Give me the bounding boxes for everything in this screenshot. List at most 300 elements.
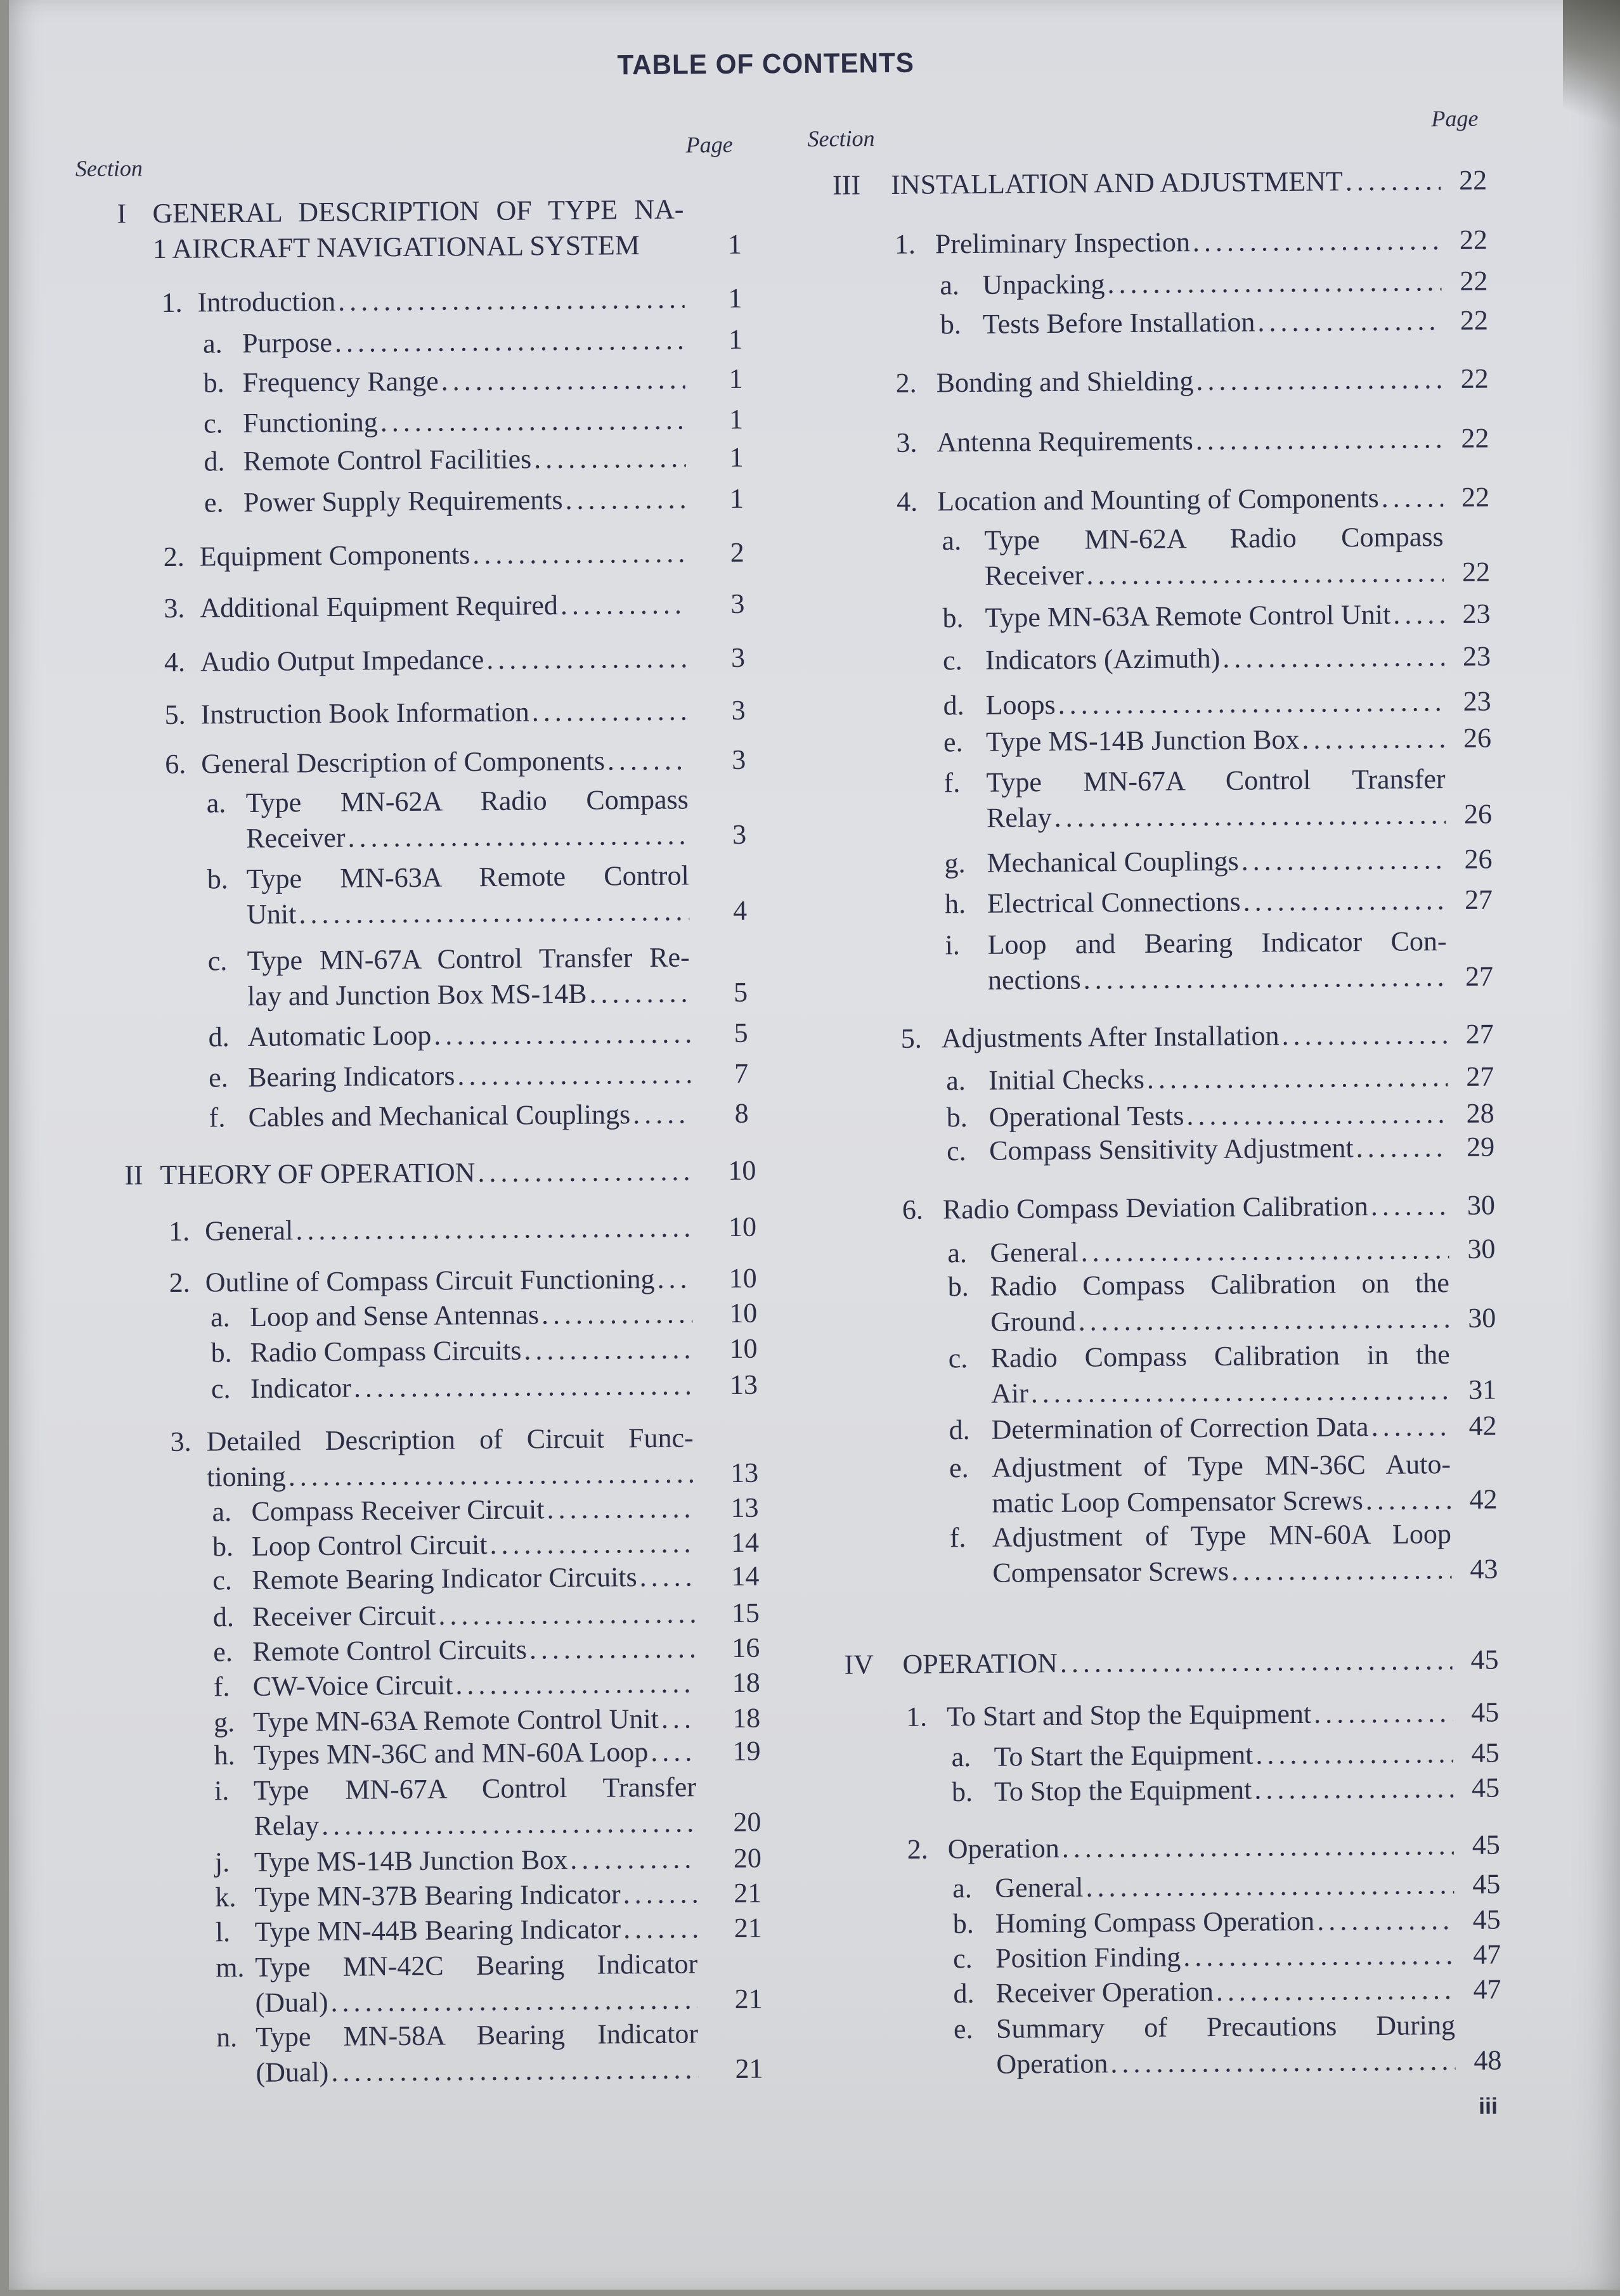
entry-title: Outline of Compass Circuit Functioning [205,1263,655,1298]
toc-entry[interactable] [203,323,685,362]
entry-number: III [832,169,861,201]
entry-title: Receiver Operation [995,1976,1214,2009]
entry-number: 2. [895,367,917,399]
entry-page-number: 18 [732,1667,760,1698]
dot-leader [1193,421,1443,458]
entry-number: b. [947,1271,969,1303]
dot-leader [1238,842,1446,879]
entry-number: 2. [907,1833,928,1865]
entry-page-number: 21 [734,1912,762,1944]
dot-leader [630,1096,691,1132]
entry-number: 2. [163,541,185,572]
entry-page-number: 3 [732,744,746,775]
entry-number: b. [203,367,224,399]
entry-page-number: 28 [1466,1097,1494,1129]
toc-entry[interactable] [948,1337,1450,1412]
dot-leader [1378,480,1443,516]
toc-entry[interactable] [204,482,686,521]
dot-leader [286,1455,694,1494]
entry-number: 6. [165,748,186,780]
entry-number: 3. [896,427,917,458]
toc-entry[interactable] [165,742,688,782]
page-title: TABLE OF CONTENTS [617,47,915,81]
entry-page-number: 23 [1463,685,1491,717]
entry-number: n. [216,2022,238,2053]
dot-leader [544,1490,694,1527]
dot-leader [1229,1552,1452,1589]
entry-title: Tests Before Installation [982,306,1255,340]
entry-page-number: 47 [1472,1938,1501,1970]
toc-entry[interactable] [942,519,1444,594]
toc-entry[interactable] [216,2016,699,2091]
entry-page-number: 45 [1470,1696,1500,1728]
entry-title: Cables and Mechanical Couplings [248,1099,631,1133]
entry-number: f. [949,1522,966,1554]
toc-entry[interactable] [169,1209,692,1249]
entry-page-number: 22 [1460,363,1489,394]
toc-entry[interactable] [211,1296,692,1335]
toc-entry[interactable] [949,1447,1451,1521]
dot-leader [1255,303,1442,340]
dot-leader [1343,163,1441,199]
entry-page-number: 21 [734,1983,763,2015]
entry-page-number: 45 [1471,1737,1500,1769]
entry-number: a. [940,269,960,301]
dot-leader [1075,1301,1449,1339]
toc-entry[interactable] [945,882,1446,922]
entry-title: Type MN-63A Remote Control Unit [985,598,1391,633]
toc-entry[interactable] [164,535,687,574]
entry-page-number: 45 [1472,1829,1500,1861]
entry-number: d. [949,1414,970,1446]
entry-number: h. [944,888,966,920]
entry-title: Receiver Circuit [252,1599,436,1632]
entry-number: 1. [905,1701,928,1732]
entry-page-number: 1 [729,363,743,394]
toc-entry[interactable] [212,1490,694,1530]
dot-leader [431,1016,690,1053]
entry-title: Ground [990,1305,1076,1338]
entry-page-number: 42 [1468,1410,1497,1441]
entry-number: 5. [164,699,186,730]
dot-leader [1240,882,1446,920]
entry-title: Operational Tests [988,1100,1184,1133]
toc-entry[interactable] [207,782,689,856]
entry-number: g. [213,1706,235,1738]
entry-title: Types MN-36C and MN-60A Loop [253,1736,649,1770]
toc-entry[interactable] [207,858,690,932]
toc-entry[interactable] [209,1096,690,1135]
entry-title: Radio Compass Calibration in the [990,1339,1450,1374]
entry-number: c. [946,1135,966,1167]
toc-entry[interactable] [164,693,687,732]
toc-entry[interactable] [948,1265,1450,1340]
entry-number: b. [946,1102,968,1133]
entry-title: Determination of Correction Data [991,1411,1369,1445]
entry-title: Type MN-42C Bearing Indicator [255,1948,698,1983]
entry-title: Detailed Description of Circuit Func- [206,1422,694,1457]
entry-page-number: 20 [733,1806,761,1838]
toc-entry[interactable] [215,1876,697,1915]
entry-page-number: 1 [729,482,744,514]
entry-title: Summary of Precautions During [995,2009,1456,2044]
toc-entry[interactable] [164,586,687,626]
toc-entry[interactable] [953,1937,1455,1977]
toc-entry[interactable] [203,362,685,401]
dot-leader [470,535,687,572]
entry-page-number: 8 [734,1097,749,1129]
entry-title: Functioning [242,406,378,439]
entry-page-number: 4 [732,894,748,926]
toc-entry[interactable] [953,1972,1455,2011]
page-header-left: Page [685,131,733,158]
toc-entry[interactable] [211,1367,693,1407]
entry-title: Audio Output Impedance [200,644,484,678]
toc-entry[interactable] [213,1596,695,1635]
entry-title: Adjustment of Type MN-36C Auto- [991,1448,1451,1483]
entry-number: d. [212,1601,235,1633]
toc-entry[interactable] [943,639,1444,678]
toc-entry[interactable] [204,403,685,442]
entry-title: Operation [947,1832,1059,1865]
entry-number: 4. [896,486,918,517]
toc-entry[interactable] [216,1911,697,1950]
entry-title: Radio Compass Deviation Calibration [942,1190,1368,1225]
entry-page-number: 10 [729,1332,758,1365]
toc-entry[interactable] [895,361,1442,401]
entry-title: Automatic Loop [247,1019,432,1052]
toc-entry[interactable] [204,441,685,480]
toc-entry[interactable] [216,1946,698,2021]
toc-entry[interactable] [833,163,1441,203]
toc-entry[interactable] [947,1130,1448,1169]
entry-title: Frequency Range [242,365,439,398]
dot-leader [529,693,688,730]
entry-page-number: 26 [1463,722,1492,754]
entry-number: a. [206,787,226,819]
toc-entry[interactable] [902,1188,1449,1228]
entry-number: b. [940,309,962,340]
toc-entry[interactable] [944,842,1446,881]
toc-entry[interactable] [208,1016,690,1055]
dot-leader [1368,1409,1450,1445]
entry-title: lay and Junction Box MS-14B [247,977,587,1012]
entry-page-number: 10 [729,1262,757,1294]
entry-number: 3. [170,1426,191,1457]
entry-number: h. [214,1739,235,1771]
entry-number: j. [214,1847,230,1878]
entry-title: Antenna Requirements [936,425,1193,458]
entry-number: l. [215,1916,231,1948]
dot-leader [455,1056,690,1093]
entry-number: a. [210,1301,230,1333]
dot-leader [1311,1695,1453,1732]
entry-page-number: 3 [732,818,747,850]
entry-page-number: 7 [734,1057,749,1089]
dot-leader [1083,1867,1454,1906]
dot-leader [328,1982,698,2020]
toc-entry[interactable] [212,1559,694,1598]
toc-entry[interactable] [951,1736,1453,1775]
entry-title: General [995,1871,1084,1904]
entry-page-number: 1 [728,282,742,314]
entry-number: a. [212,1496,232,1528]
dot-leader [335,281,685,319]
toc-entry[interactable] [212,1525,694,1564]
entry-title: Operation [996,2048,1108,2080]
dot-leader [648,1734,696,1770]
toc-entry[interactable] [214,1734,696,1773]
entry-number: d. [204,446,225,477]
entry-page-number: 21 [734,1877,762,1909]
entry-title: Type MN-67A Control Transfer [253,1771,697,1806]
entry-title: Additional Equipment Required [200,590,559,624]
entry-page-number: 14 [730,1526,760,1558]
entry-page-number: 18 [732,1702,761,1734]
entry-page-number: 20 [733,1842,762,1874]
toc-entry[interactable] [901,1017,1448,1057]
entry-title: Type MS-14B Junction Box [985,723,1300,758]
dot-leader [1363,1482,1451,1518]
dot-leader [1055,684,1444,723]
entry-number: c. [942,645,962,676]
entry-page-number: 22 [1458,164,1487,196]
entry-page-number: 5 [733,976,748,1008]
dot-leader [1108,2043,1455,2081]
toc-entry[interactable] [946,1059,1448,1099]
toc-entry[interactable] [124,1153,691,1193]
toc-entry[interactable] [949,1409,1450,1448]
toc-entry[interactable] [907,1828,1454,1867]
toc-entry[interactable] [214,1769,697,1844]
toc-entry[interactable] [940,303,1442,342]
dot-leader [1279,1017,1448,1054]
toc-entry[interactable] [952,1867,1454,1906]
entry-title: matic Loop Compensator Screws [992,1485,1363,1519]
toc-entry[interactable] [947,1232,1449,1271]
entry-number: c. [948,1343,968,1374]
entry-page-number: 15 [731,1597,760,1628]
entry-page-number: 27 [1466,1061,1494,1092]
dot-leader [296,893,689,932]
entry-title: Position Finding [995,1941,1181,1974]
entry-page-number: 1 [729,403,744,435]
entry-title: General Description of Components [201,745,606,780]
dot-leader [378,403,686,441]
dot-leader [654,1261,692,1296]
dot-leader [1181,1937,1455,1975]
entry-page-number: 13 [730,1492,759,1523]
dot-leader [562,482,686,519]
entry-page-number: 29 [1466,1131,1495,1163]
entry-number: b. [951,1776,973,1808]
dot-leader [605,742,689,778]
entry-number: d. [953,1978,975,2009]
toc-entry[interactable] [215,1841,697,1880]
dot-leader [620,1876,697,1912]
entry-title: Receiver [984,559,1084,591]
toc-entry[interactable] [895,223,1441,262]
section-header-left: Section [75,155,143,182]
dot-leader [1193,361,1442,399]
page-number: iii [1478,2093,1498,2119]
entry-page-number: 1 [729,441,744,473]
entry-number: II [124,1159,143,1191]
entry-title: Compass Receiver Circuit [251,1493,545,1527]
entry-number: f. [213,1671,230,1703]
toc-entry[interactable] [214,1665,696,1705]
entry-page-number: 3 [730,642,746,673]
dot-leader [521,1331,693,1368]
dot-leader [567,1841,697,1878]
entry-title: Preliminary Inspection [935,226,1191,260]
toc-entry[interactable] [906,1695,1453,1735]
entry-number: a. [952,1873,972,1904]
entry-number: 6. [902,1194,924,1225]
entry-title: Homing Compass Operation [995,1905,1315,1939]
toc-entry[interactable] [844,1642,1452,1683]
entry-page-number: 22 [1459,224,1488,255]
entry-page-number: 21 [735,2053,763,2084]
entry-page-number: 47 [1473,1973,1501,2005]
toc-entry[interactable] [170,1420,694,1495]
entry-title: nections [987,964,1081,996]
entry-page-number: 22 [1461,556,1491,588]
entry-number: a. [951,1741,971,1773]
entry-page-number: 23 [1462,640,1491,672]
entry-number: g. [944,848,966,879]
entry-title: Unit [246,898,297,930]
entry-title: Type MN-67A Control Transfer Re- [247,941,690,976]
entry-title: To Start and Stop the Equipment [946,1698,1312,1732]
entry-number: I [117,198,127,229]
dot-leader [1059,1828,1453,1866]
entry-title: Type MN-62A Radio Compass [245,784,689,818]
toc-entry[interactable] [161,281,684,321]
entry-page-number: 10 [728,1154,756,1187]
entry-number: b. [212,1531,234,1563]
toc-entry[interactable] [943,761,1446,836]
dot-leader [319,1805,697,1843]
entry-page-number: 23 [1462,598,1491,629]
entry-title: Type MS-14B Junction Box [254,1844,568,1878]
entry-page-number: 2 [730,536,744,568]
section-header-right: Section [807,126,875,152]
dot-leader [1353,1130,1448,1166]
entry-number: f. [209,1102,226,1133]
dot-leader [659,1701,696,1736]
entry-number: c. [211,1373,231,1405]
toc-entry[interactable] [169,1261,692,1300]
entry-page-number: 27 [1465,1018,1494,1050]
entry-number: b. [952,1908,974,1940]
toc-entry[interactable] [211,1331,692,1371]
entry-title: Purpose [242,326,333,359]
entry-page-number: 3 [730,588,745,619]
entry-number: e. [204,487,224,519]
entry-number: k. [215,1881,237,1913]
dot-leader [293,1209,692,1248]
entry-number: a. [946,1065,966,1097]
entry-number: c. [212,1564,233,1596]
entry-number: 1. [894,228,916,260]
toc-entry[interactable] [164,640,687,680]
toc-entry[interactable] [943,721,1445,760]
entry-page-number: 22 [1461,481,1490,513]
entry-page-number: 16 [732,1632,760,1663]
entry-title: OPERATION [902,1647,1058,1680]
entry-page-number: 10 [729,1297,758,1329]
entry-number: d. [208,1021,230,1053]
toc-entry[interactable] [943,684,1444,723]
entry-title: Loop and Bearing Indicator Con- [987,925,1447,960]
toc-entry[interactable] [946,1096,1448,1135]
dot-leader [475,1153,691,1190]
toc-entry[interactable] [213,1630,695,1670]
entry-page-number: 10 [728,1211,757,1243]
toc-entry[interactable] [940,264,1441,303]
toc-entry[interactable] [954,2008,1456,2082]
entry-number: i. [945,929,961,961]
entry-page-number: 1 [728,323,743,355]
dot-leader [637,1559,694,1595]
entry-number: e. [213,1636,233,1668]
toc-entry[interactable] [952,1902,1454,1942]
entry-title: Adjustments After Installation [941,1020,1280,1054]
entry-title: Remote Bearing Indicator Circuits [252,1561,637,1596]
toc-entry[interactable] [209,1056,690,1095]
dot-leader [527,1630,696,1667]
toc-entry[interactable] [117,192,684,268]
entry-title: Type MN-62A Radio Compass [984,521,1444,556]
entry-number: c. [207,945,228,977]
entry-page-number: 30 [1468,1302,1496,1334]
entry-number: m. [216,1952,245,1983]
entry-page-number: 48 [1474,2044,1502,2076]
toc-entry[interactable] [952,1770,1453,1810]
entry-page-number: 3 [731,694,746,726]
dot-leader [1028,1372,1451,1411]
entry-title: General [990,1236,1079,1268]
entry-page-number: 13 [729,1369,758,1401]
entry-title: Type MN-63A Remote Control Unit [252,1703,659,1738]
dot-leader [1105,264,1441,302]
entry-page-number: 1 [727,228,742,260]
toc-entry[interactable] [942,597,1444,636]
entry-title: General [204,1215,294,1247]
entry-number: c. [203,408,223,439]
dot-leader [484,640,687,678]
entry-title: (Dual) [256,2056,329,2088]
toc-entry[interactable] [945,924,1447,998]
toc-entry[interactable] [897,480,1443,520]
dot-leader [351,1367,694,1405]
dot-leader [1080,959,1447,998]
entry-title: Compass Sensitivity Adjustment [988,1132,1354,1166]
entry-page-number: 5 [734,1017,748,1048]
toc-entry[interactable] [950,1516,1452,1591]
dot-leader [621,1911,697,1947]
entry-title: Relay [986,801,1052,834]
entry-title: Indicator [250,1372,352,1404]
entry-number: IV [844,1649,874,1680]
toc-entry[interactable] [208,939,690,1014]
entry-number: a. [942,525,962,557]
entry-page-number: 26 [1464,843,1493,875]
entry-title: 1 AIRCRAFT NAVIGATIONAL SYSTEM [152,229,640,265]
toc-entry[interactable] [896,421,1442,461]
entry-title: Location and Mounting of Components [936,482,1379,517]
